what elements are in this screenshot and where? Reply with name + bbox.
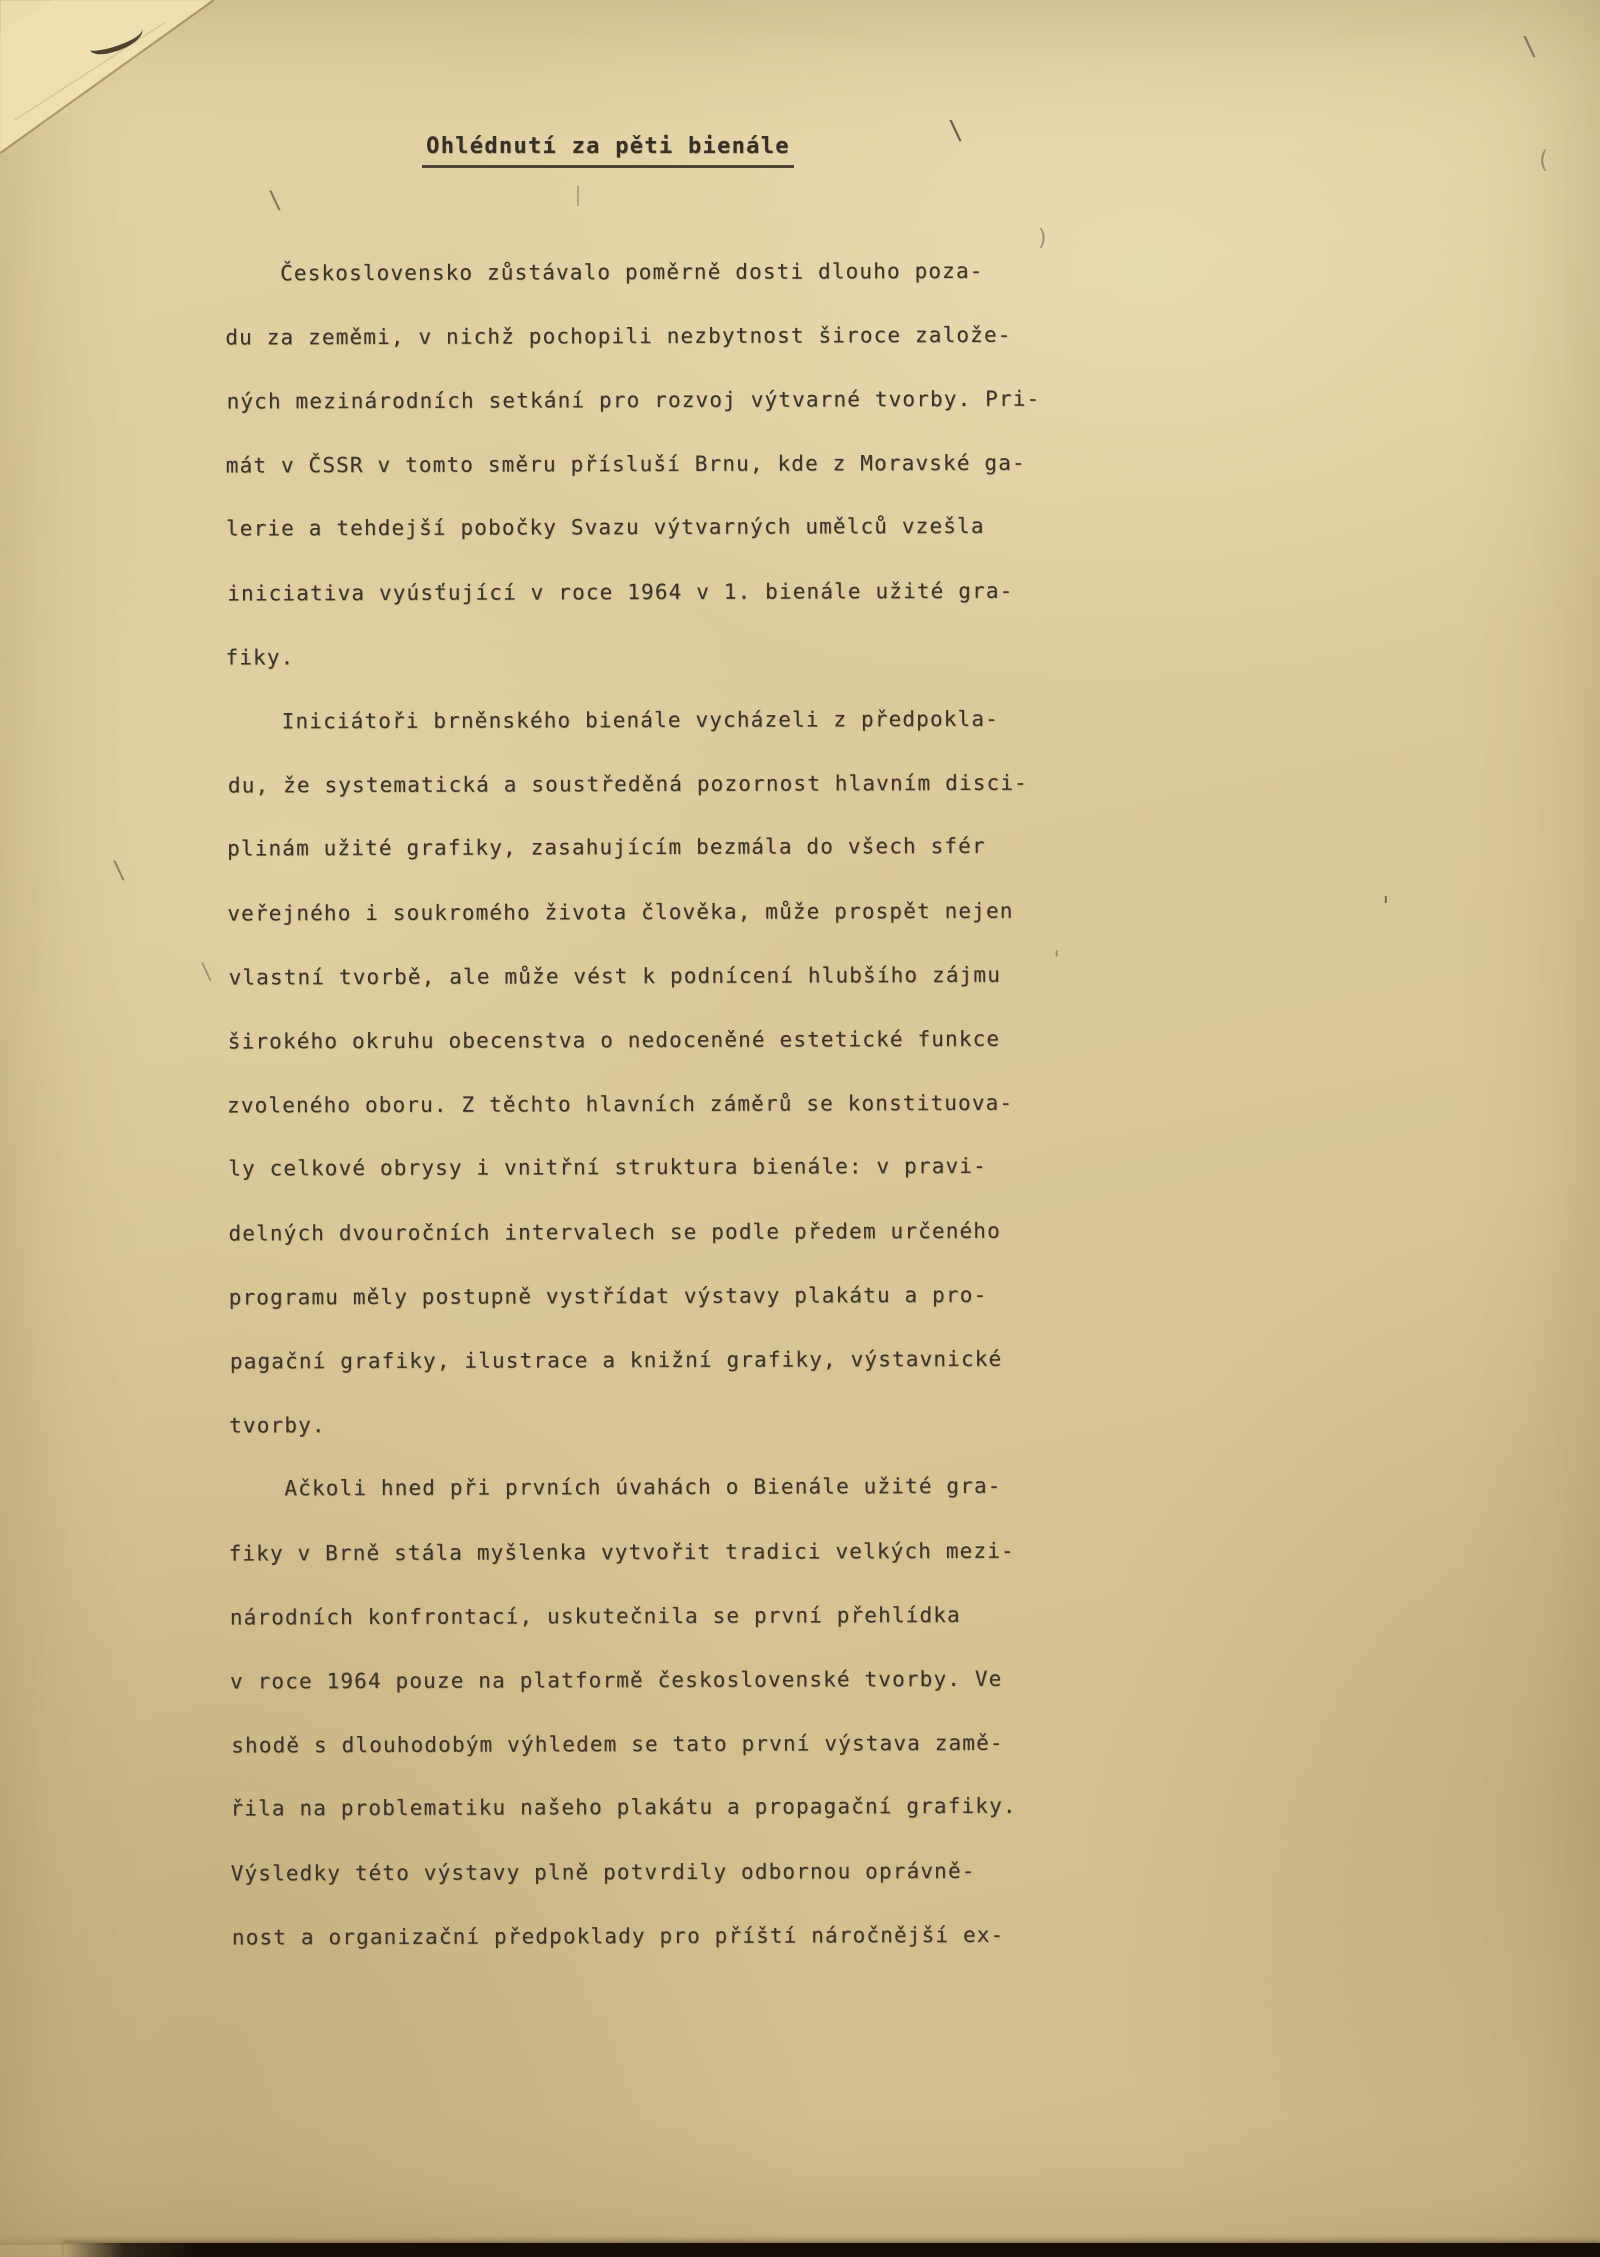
text-line: Československo zůstávalo poměrně dosti dlouho poza- xyxy=(280,258,984,286)
text-line: Iniciátoři brněnského bienále vycházeli z předpokla- xyxy=(281,706,999,734)
text-line: řila na problematiku našeho plakátu a propagační grafiky. xyxy=(230,1793,1017,1821)
text-line: tvorby. xyxy=(229,1413,326,1438)
scan-artifact: ( xyxy=(1536,146,1551,174)
text-line: veřejného i soukromého života člověka, může prospět nejen xyxy=(227,898,1014,926)
scan-artifact: \ xyxy=(268,186,283,214)
text-line: pagační grafiky, ilustrace a knižní grafiky, výstavnické xyxy=(229,1346,1003,1374)
text-line: iniciativa vyúsťující v roce 1964 v 1. bienále užité gra- xyxy=(227,578,1014,606)
text-line: mát v ČSSR v tomto směru přísluší Brnu, kde z Moravské ga- xyxy=(225,450,1026,478)
text-line: Výsledky této výstavy plně potvrdily odbornou oprávně- xyxy=(230,1858,976,1886)
document-body xyxy=(225,238,1111,1969)
scan-artifact: ' xyxy=(1050,948,1064,973)
scan-artifact: \ xyxy=(112,856,127,884)
text-line: národních konfrontací, uskutečnila se první přehlídka xyxy=(229,1602,961,1630)
text-line: programu měly postupně vystřídat výstavy plakátu a pro- xyxy=(228,1282,988,1310)
text-line: fiky. xyxy=(225,645,295,670)
text-line: ných mezinárodních setkání pro rozvoj výtvarné tvorby. Pri- xyxy=(226,386,1041,414)
text-line: delných dvouročních intervalech se podle předem určeného xyxy=(228,1218,1001,1246)
title-row xyxy=(228,134,988,168)
bottom-scan-edge xyxy=(64,2243,1600,2257)
text-line: zvoleného oboru. Z těchto hlavních záměrů se konstituova- xyxy=(226,1090,1014,1118)
scan-artifact: \ xyxy=(200,960,214,985)
text-line: plinám užité grafiky, zasahujícím bezmála do všech sfér xyxy=(227,833,986,861)
scan-artifact: ) xyxy=(1036,226,1050,251)
scan-artifact: \ xyxy=(1522,32,1538,62)
text-line: du za zeměmi, v nichž pochopili nezbytnost široce založe- xyxy=(225,322,1012,350)
text-line: v roce 1964 pouze na platformě československé tvorby. Ve xyxy=(229,1666,1003,1694)
document-title: Ohlédnutí za pěti bienále xyxy=(422,134,794,168)
text-line: vlastní tvorbě, ale může vést k podnícení hlubšího zájmu xyxy=(228,962,1002,990)
scan-artifact: | xyxy=(572,182,585,206)
scan-artifact: ' xyxy=(1378,892,1394,922)
text-line: fiky v Brně stála myšlenka vytvořit tradici velkých mezi- xyxy=(228,1538,1015,1566)
text-line: shodě s dlouhodobým výhledem se tato první výstava zamě- xyxy=(231,1730,1004,1758)
scan-artifact: \ xyxy=(948,116,964,146)
text-line: nost a organizační předpoklady pro příští náročnější ex- xyxy=(231,1922,1005,1950)
text-line: Ačkoli hned při prvních úvahách o Bienále užité gra- xyxy=(284,1473,1002,1501)
text-line: du, že systematická a soustředěná pozornost hlavním disci- xyxy=(227,770,1028,798)
text-line: ly celkové obrysy i vnitřní struktura bienále: v pravi- xyxy=(228,1153,987,1181)
text-line: lerie a tehdejší pobočky Svazu výtvarných umělců vzešla xyxy=(225,513,985,541)
text-line: širokého okruhu obecenstva o nedoceněné estetické funkce xyxy=(227,1026,1001,1054)
